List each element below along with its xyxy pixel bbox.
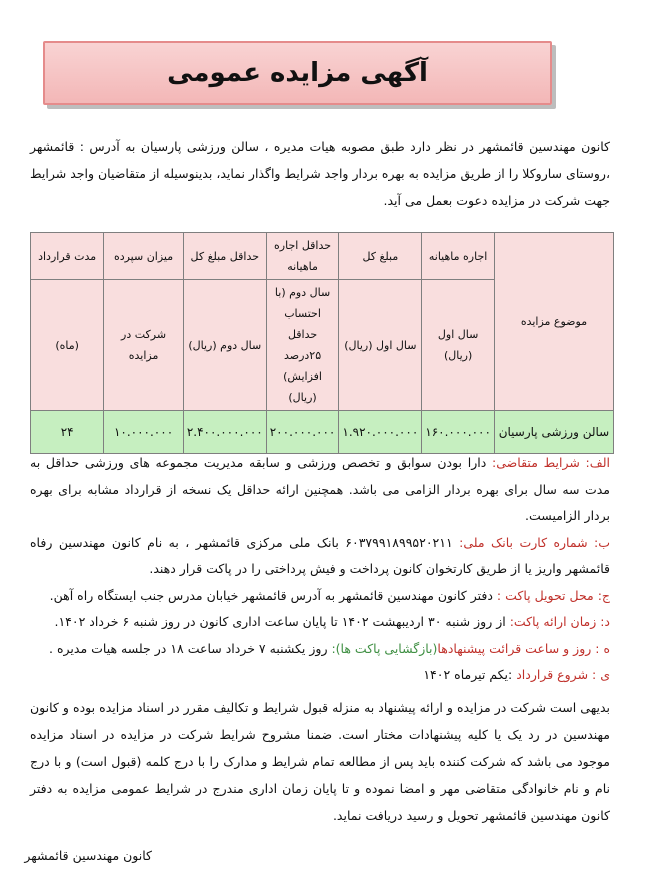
term-delivery-place: [30, 583, 610, 610]
header-min-total: حداقل مبلغ کل: [183, 233, 266, 280]
subheader-monthly-rent: سال اول (ریال): [422, 280, 495, 411]
cell-subject: سالن ورزشی پارسیان: [494, 411, 613, 454]
header-duration: مدت قرارداد: [31, 233, 104, 280]
header-min-monthly-rent: حداقل اجاره ماهیانه: [266, 233, 339, 280]
cell-deposit: ۱۰.۰۰۰.۰۰۰: [104, 411, 184, 454]
intro-paragraph: کانون مهندسین قائمشهر در نظر دارد طبق مصوبه هیات مدیره ، سالن ورزشی پارسیان به آدرس : قائمشهر ،روستای ساروکلا را از طریق مزایده به بهره بردار واجد شرایط واگذار نماید، بدینوسیله از متقاضیان واجد شرایط جهت شرکت در مزایده دعوت بعمل می آید.: [30, 139, 610, 208]
term-text: ۶۰۳۷۹۹۱۸۹۹۵۲۰۲۱۱ بانک ملی مرکزی قائمشهر ، به نام کانون مهندسین رفاه قائمشهر واریز یا از طریق کارتخوان کانون پرداخت و فیش پرداختی را در پاکت قرار دهند.: [30, 534, 610, 576]
term-text: دارا بودن سوابق و تخصص ورزشی و سابقه مدیریت مجموعه های ورزشی حداقل به مدت سه سال برای بهره بردار الزامی می باشد. همچنین ارائه حداقل یک نسخه از قرارداد مشابه برای بهره بردار الزامیست.: [30, 455, 610, 523]
auction-table: [30, 232, 614, 454]
header-total-amount: مبلغ کل: [339, 233, 422, 280]
subheader-min-total: سال دوم (ریال): [183, 280, 266, 411]
term-label: ی : شروع قرارداد: [516, 667, 610, 682]
cell-monthly-rent: ۱۶۰.۰۰۰.۰۰۰: [422, 411, 495, 454]
header-deposit: میزان سپرده: [104, 233, 184, 280]
title-banner: [43, 41, 552, 105]
page-title: آگهی مزایده عمومی: [167, 58, 428, 88]
term-label: ب: شماره کارت بانک ملی:: [459, 534, 610, 550]
term-label: الف: شرایط متقاضی:: [492, 455, 610, 470]
term-contract-start: [30, 662, 610, 689]
header-monthly-rent: اجاره ماهیانه: [422, 233, 495, 280]
term-label: ه : روز و ساعت قرائت پیشنهادها: [437, 640, 610, 656]
table-row: [31, 411, 614, 454]
term-label: ج: محل تحویل پاکت :: [496, 587, 610, 603]
term-applicant: [30, 450, 610, 530]
header-subject: موضوع مزایده: [494, 233, 613, 411]
term-submission-time: [30, 609, 610, 636]
signature: کانون مهندسین قائمشهر: [24, 848, 152, 863]
cell-duration: ۲۴: [31, 411, 104, 454]
subheader-duration: (ماه): [31, 280, 104, 411]
term-text: روز یکشنبه ۷ خرداد ساعت ۱۸ در جلسه هیات مدیره .: [49, 640, 332, 656]
closing-paragraph: بدیهی است شرکت در مزایده و ارائه پیشنهاد به منزله قبول شرایط و تکالیف مقرر در اسناد مزایده بوده و کانون مهندسین در رد یک یا کلیه پیشنهادات مختار است. ضمنا مشروح شرایط شرکت در مزایده در اسناد مزایده موجود می باشد که شرکت کننده باید پس از مطالعه تمام شرایط و مدارک را با درج کلمه (قبول است) و با درج نام و نام خانوادگی متقاضی مهر و امضا نموده و تا پایان زمان اداری مندرج در شرایط عمومی مزایده به دفتر کانون مهندسین قائمشهر تحویل و رسید دریافت نماید.: [30, 700, 610, 823]
term-text: :یکم تیرماه ۱۴۰۲: [423, 667, 517, 682]
term-text: از روز شنبه ۳۰ اردیبهشت ۱۴۰۲ تا پایان ساعت اداری کانون در روز شنبه ۶ خرداد ۱۴۰۲.: [54, 614, 510, 629]
term-bank-card: [30, 530, 610, 583]
cell-min-monthly-rent: ۲۰۰.۰۰۰.۰۰۰: [266, 411, 339, 454]
term-label: د: زمان ارائه پاکت:: [509, 614, 610, 629]
term-opening-time: [30, 636, 610, 663]
subheader-deposit: شرکت در مزایده: [104, 280, 184, 411]
subheader-total-amount: سال اول (ریال): [339, 280, 422, 411]
terms-section: [30, 450, 610, 689]
table-header-row: [31, 233, 614, 280]
term-label-secondary: (بازگشایی پاکت ها):: [331, 640, 438, 656]
cell-total-amount: ۱.۹۲۰.۰۰۰.۰۰۰: [339, 411, 422, 454]
subheader-min-monthly-rent: سال دوم (با احتساب حداقل ۲۵درصد افزایش)(ریال): [266, 280, 339, 411]
cell-min-total: ۲.۴۰۰.۰۰۰.۰۰۰: [183, 411, 266, 454]
term-text: دفتر کانون مهندسین قائمشهر به آدرس قائمشهر خیابان مدرس جنب ایستگاه راه آهن.: [49, 587, 497, 603]
